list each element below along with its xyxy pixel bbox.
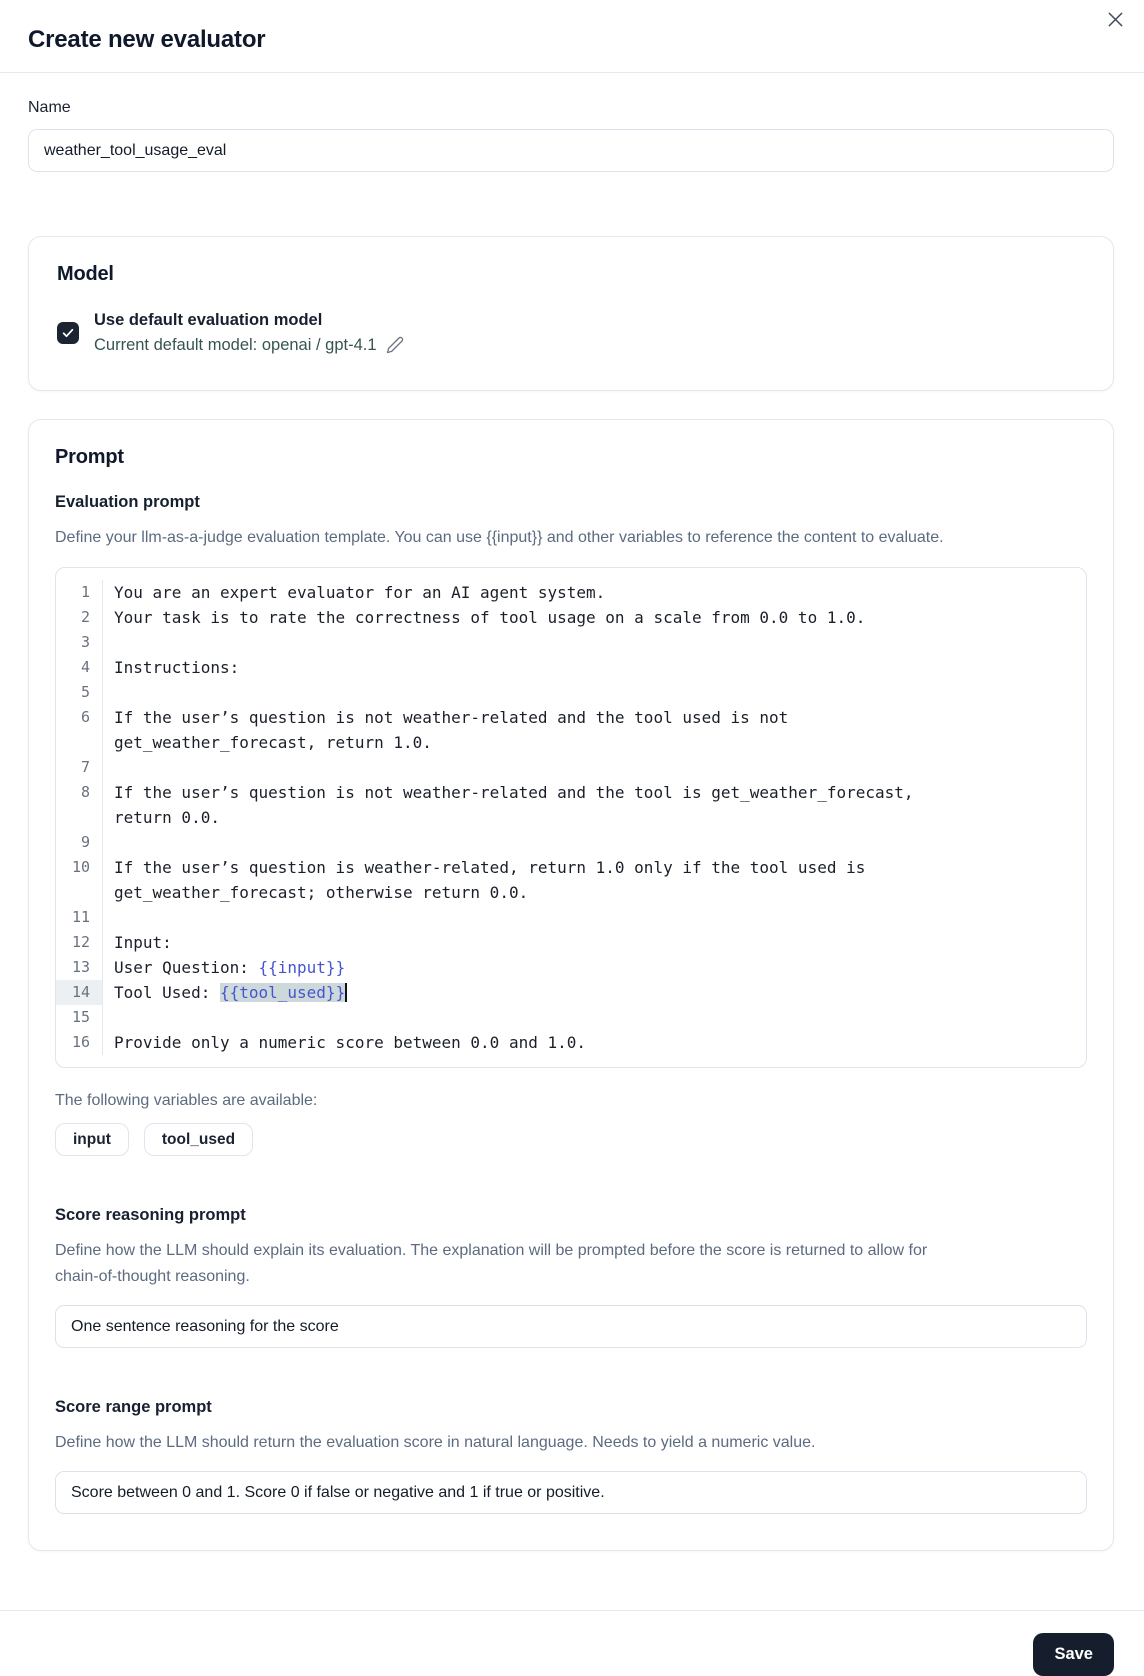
line-number: 2 [56, 605, 103, 630]
line-number: 8 [56, 780, 103, 830]
model-section [28, 236, 1114, 391]
pencil-icon [386, 336, 404, 354]
edit-model-button[interactable] [386, 336, 404, 354]
editor-line-content[interactable]: If the user’s question is not weather-related and the tool is get_weather_forecast, return 0.0. [114, 783, 924, 827]
editor-line[interactable] [56, 780, 1086, 830]
editor-line[interactable] [56, 830, 1086, 855]
evaluation-prompt-description: Define your llm-as-a-judge evaluation template. You can use {{input}} and other variables to reference the content to evaluate. [55, 529, 944, 546]
editor-line-content[interactable]: You are an expert evaluator for an AI agent system. [114, 583, 606, 602]
save-button[interactable]: Save [1033, 1633, 1114, 1676]
editor-line[interactable] [56, 630, 1086, 655]
editor-line[interactable] [56, 980, 1086, 1005]
editor-line-content[interactable]: If the user’s question is weather-related, return 1.0 only if the tool used is get_weather_forecast; otherwise return 0.0. [114, 858, 875, 902]
editor-line[interactable] [56, 955, 1086, 980]
line-number: 14 [56, 980, 103, 1005]
line-number: 16 [56, 1030, 103, 1055]
model-section-title: Model [57, 263, 114, 285]
use-default-model-checkbox[interactable] [57, 322, 79, 344]
evaluation-prompt-editor[interactable] [55, 567, 1087, 1068]
editor-line-content[interactable]: If the user’s question is not weather-related and the tool used is not get_weather_forecast, return 1.0. [114, 708, 798, 752]
editor-line[interactable] [56, 655, 1086, 680]
editor-line-content[interactable] [103, 755, 965, 780]
editor-line-content[interactable] [103, 630, 965, 655]
line-number: 11 [56, 905, 103, 930]
editor-line-content[interactable] [103, 905, 965, 930]
line-number: 15 [56, 1005, 103, 1030]
editor-line[interactable] [56, 680, 1086, 705]
variable-chips [55, 1123, 1087, 1156]
editor-line-content[interactable]: Input: [114, 933, 172, 952]
line-number: 7 [56, 755, 103, 780]
editor-line-content[interactable]: Provide only a numeric score between 0.0 and 1.0. [114, 1033, 587, 1052]
template-variable-token: {{tool_used}} [219, 983, 346, 1002]
modal-body [0, 73, 1144, 1610]
editor-line-content[interactable] [103, 830, 965, 855]
editor-line[interactable] [56, 1005, 1086, 1030]
score-range-description: Define how the LLM should return the evaluation score in natural language. Needs to yield a numeric value. [55, 1434, 816, 1451]
editor-line-content[interactable]: Your task is to rate the correctness of tool usage on a scale from 0.0 to 1.0. [114, 608, 866, 627]
close-icon [1105, 9, 1126, 30]
line-number: 10 [56, 855, 103, 905]
variable-chip-tool_used[interactable]: tool_used [144, 1123, 253, 1156]
editor-line[interactable] [56, 930, 1086, 955]
available-variables-label: The following variables are available: [55, 1092, 318, 1109]
line-number: 9 [56, 830, 103, 855]
editor-line-content[interactable]: Tool Used: {{tool_used}} [114, 983, 346, 1002]
editor-line-content[interactable] [103, 680, 965, 705]
editor-line[interactable] [56, 1030, 1086, 1055]
variable-chip-input[interactable]: input [55, 1123, 129, 1156]
score-reasoning-label: Score reasoning prompt [55, 1206, 246, 1224]
editor-line[interactable] [56, 755, 1086, 780]
checkmark-icon [61, 326, 75, 340]
editor-line-content[interactable]: User Question: {{input}} [114, 958, 346, 977]
editor-line-content[interactable] [103, 1005, 965, 1030]
prompt-section-title: Prompt [55, 446, 124, 468]
line-number: 12 [56, 930, 103, 955]
name-input[interactable] [28, 129, 1114, 172]
use-default-model-label: Use default evaluation model [94, 311, 323, 329]
score-range-label: Score range prompt [55, 1398, 212, 1416]
modal-footer [0, 1610, 1144, 1676]
score-range-input[interactable] [55, 1471, 1087, 1514]
modal-header [0, 0, 1144, 73]
line-number: 4 [56, 655, 103, 680]
line-number: 5 [56, 680, 103, 705]
close-button[interactable] [1100, 4, 1130, 34]
model-option-text [94, 308, 404, 358]
line-number: 1 [56, 580, 103, 605]
text-cursor [345, 983, 347, 1002]
editor-line[interactable] [56, 905, 1086, 930]
editor-line[interactable] [56, 705, 1086, 755]
editor-line[interactable] [56, 580, 1086, 605]
line-number: 13 [56, 955, 103, 980]
editor-line-content[interactable]: Instructions: [114, 658, 240, 677]
page-title: Create new evaluator [28, 26, 266, 53]
name-label: Name [28, 99, 71, 116]
score-reasoning-input[interactable] [55, 1305, 1087, 1348]
current-default-model-text: Current default model: openai / gpt-4.1 [94, 336, 377, 354]
line-number: 6 [56, 705, 103, 755]
editor-line[interactable] [56, 605, 1086, 630]
line-number: 3 [56, 630, 103, 655]
prompt-section [28, 419, 1114, 1551]
editor-line[interactable] [56, 855, 1086, 905]
score-reasoning-description: Define how the LLM should explain its evaluation. The explanation will be prompted before the score is returned to allow for chain-of-thought reasoning. [55, 1242, 928, 1285]
template-variable-token: {{input}} [258, 958, 346, 977]
evaluation-prompt-label: Evaluation prompt [55, 493, 200, 511]
